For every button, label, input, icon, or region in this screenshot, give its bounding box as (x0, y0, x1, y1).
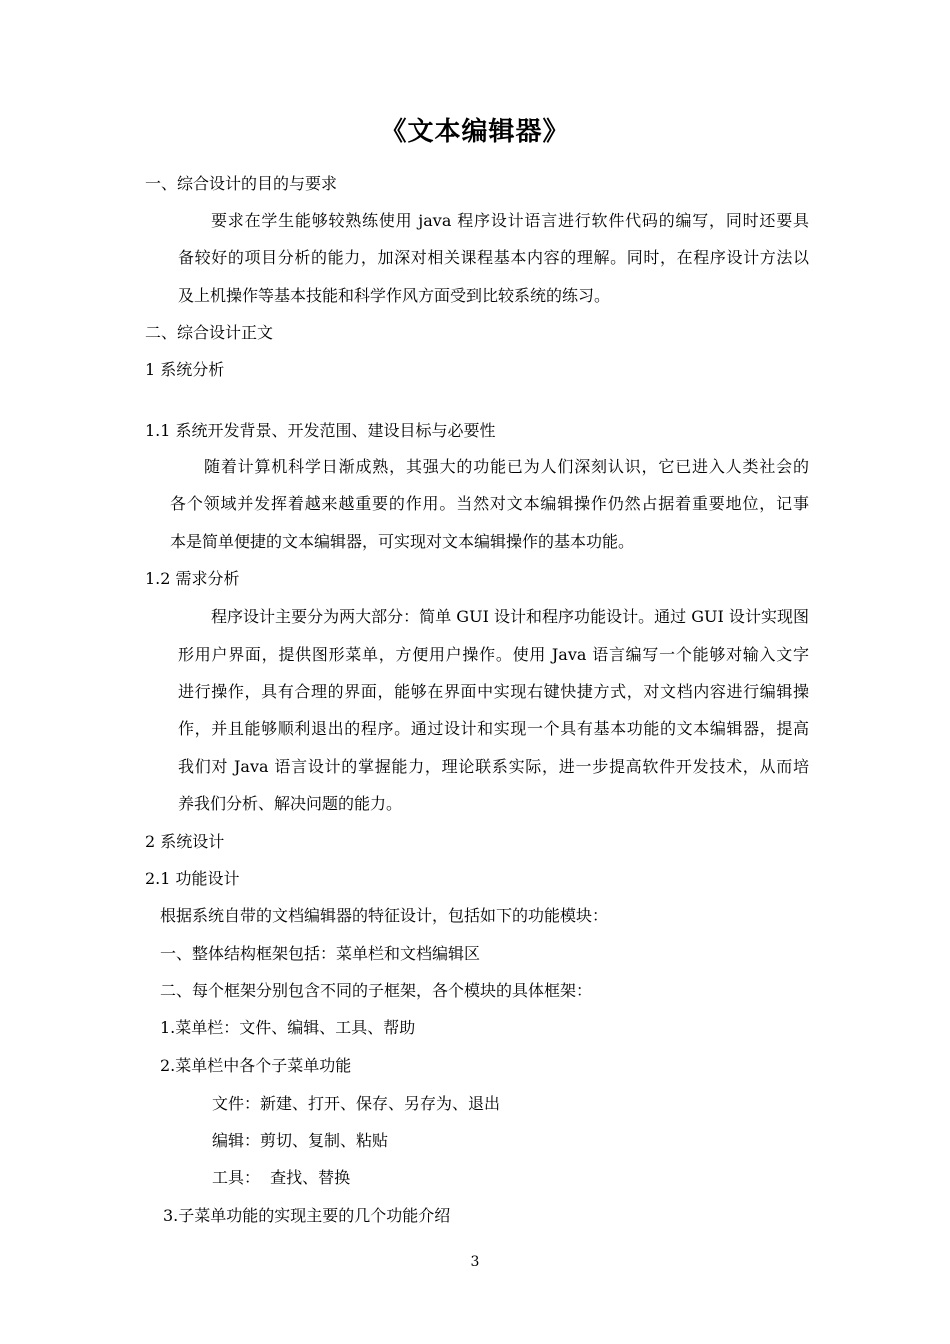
subsection-heading: 1.1 系统开发背景、开发范围、建设目标与必要性 (145, 421, 496, 440)
page-number: 3 (470, 1254, 480, 1270)
list-item: 文件：新建、打开、保存、另存为、退出 (212, 1094, 501, 1113)
paragraph-line: 各个领域并发挥着越来越重要的作用。当然对文本编辑操作仍然占据着重要地位，记事 (170, 494, 809, 513)
paragraph-line: 根据系统自带的文档编辑器的特征设计，包括如下的功能模块： (160, 906, 609, 925)
section-heading: 2 系统设计 (145, 832, 225, 851)
paragraph-line: 要求在学生能够较熟练使用 java 程序设计语言进行软件代码的编写，同时还要具 (211, 211, 809, 230)
list-item: 1.菜单栏：文件、编辑、工具、帮助 (160, 1018, 416, 1037)
list-item: 3.子菜单功能的实现主要的几个功能介绍 (163, 1206, 451, 1225)
paragraph-line: 及上机操作等基本技能和科学作风方面受到比较系统的练习。 (178, 286, 611, 305)
section-heading: 一、综合设计的目的与要求 (145, 174, 338, 193)
list-item: 工具： 查找、替换 (212, 1168, 351, 1187)
paragraph-line: 本是简单便捷的文本编辑器，可实现对文本编辑操作的基本功能。 (170, 532, 635, 551)
paragraph-line: 作，并且能够顺利退出的程序。通过设计和实现一个具有基本功能的文本编辑器，提高 (178, 719, 809, 738)
paragraph-line: 我们对 Java 语言设计的掌握能力，理论联系实际，进一步提高软件开发技术，从而培 (178, 757, 809, 776)
section-heading: 1 系统分析 (145, 360, 225, 379)
list-item: 一、整体结构框架包括：菜单栏和文档编辑区 (160, 944, 481, 963)
section-heading: 二、综合设计正文 (145, 323, 274, 342)
list-item: 2.菜单栏中各个子菜单功能 (160, 1056, 352, 1075)
paragraph-line: 养我们分析、解决问题的能力。 (178, 794, 403, 813)
paragraph-line: 进行操作，具有合理的界面，能够在界面中实现右键快捷方式，对文档内容进行编辑操 (178, 682, 809, 701)
paragraph-line: 形用户界面，提供图形菜单，方便用户操作。使用 Java 语言编写一个能够对输入文字 (178, 645, 809, 664)
paragraph-line: 随着计算机科学日渐成熟，其强大的功能已为人们深刻认识，它已进入人类社会的 (204, 457, 809, 476)
list-item: 编辑：剪切、复制、粘贴 (212, 1131, 389, 1150)
document-title: 《文本编辑器》 (380, 117, 570, 147)
subsection-heading: 1.2 需求分析 (145, 569, 240, 588)
list-item: 二、每个框架分别包含不同的子框架，各个模块的具体框架： (160, 981, 593, 1000)
paragraph-line: 备较好的项目分析的能力，加深对相关课程基本内容的理解。同时，在程序设计方法以 (178, 248, 809, 267)
subsection-heading: 2.1 功能设计 (145, 869, 240, 888)
paragraph-line: 程序设计主要分为两大部分：简单 GUI 设计和程序功能设计。通过 GUI 设计实现图 (211, 607, 809, 626)
